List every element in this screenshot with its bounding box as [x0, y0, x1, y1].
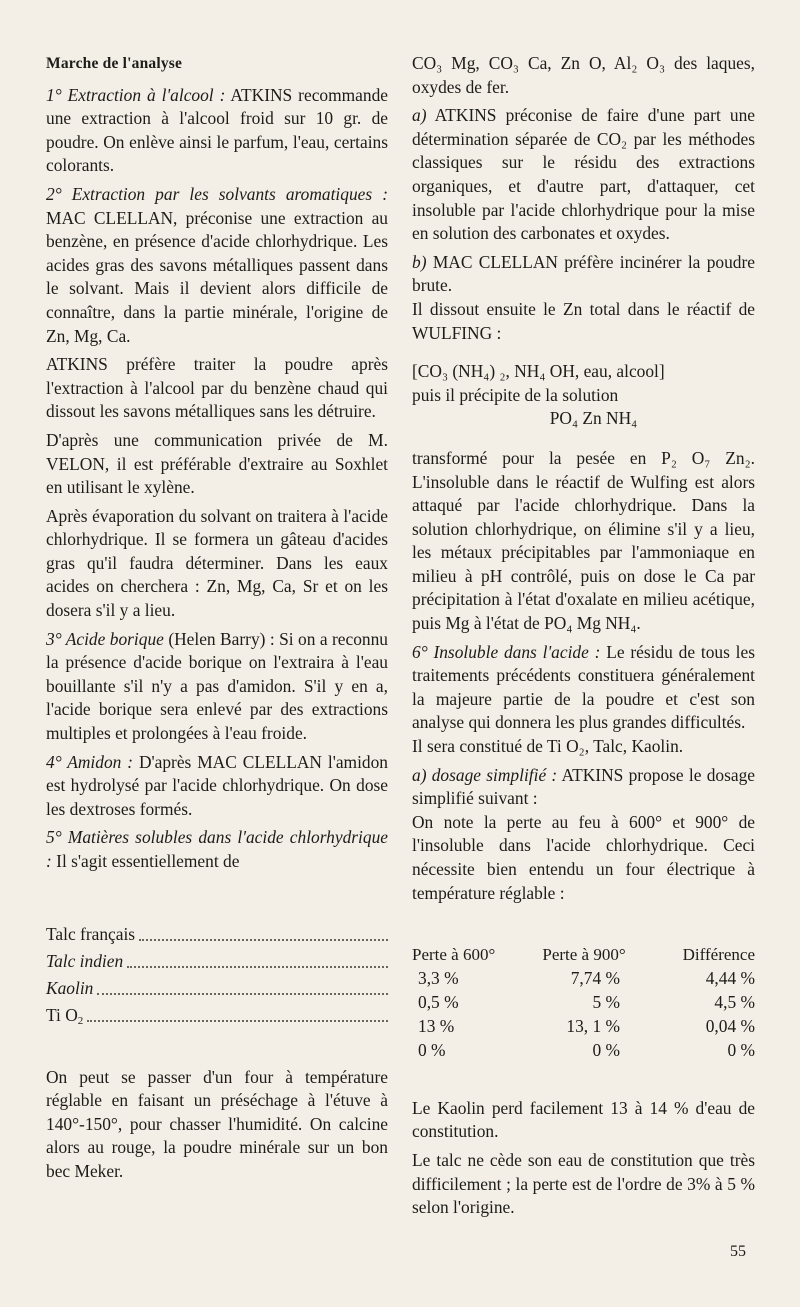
paragraph-wulfing: Il dissout ensuite le Zn total dans le réactif de WULFING : [412, 298, 755, 343]
table-row [412, 1039, 755, 1063]
paragraph-constitution: Il sera constitué de Ti O₂, Talc, Kaolin. [412, 736, 684, 757]
table-cell: 13, 1 % [566, 1015, 620, 1036]
paragraph-amidon [46, 751, 388, 822]
list-item [46, 920, 388, 947]
paragraph-transforme: transformé pour la pesée en P₂ O₇ Zn₂. L'insoluble dans le réactif de Wulfing est alors attaqué par l'acide chlorhydrique. Dans la solution chlorhydrique, on élimine s'il y a lieu, les métaux précipitables par l'ammoniaque en milieu à pH contrôlé, puis on dose le Ca par précipitation à l'état d'oxalate en milieu acétique, puis Mg à l'état de PO₄ Mg NH₄. [412, 447, 755, 634]
table-row [412, 967, 755, 991]
paragraph-text: MAC CLELLAN préfère incinérer la poudre brute. [412, 251, 755, 296]
paragraph-text: Il s'agit essentiellement de [56, 851, 240, 871]
table-cell: 0 % [727, 1039, 755, 1060]
formula-reactif: [CO₃ (NH₄) ₂, NH₄ OH, eau, alcool] [412, 361, 665, 382]
paragraph-label: 4° Amidon : [46, 751, 134, 772]
list-item-name: Talc indien [46, 951, 124, 971]
paragraph-acide-borique [46, 628, 388, 746]
table-cell: 4,5 % [714, 991, 755, 1012]
paragraph-talc: Le talc ne cède son eau de constitution que très difficilement ; la perte est de l'ordre de 3% à 5 % selon l'origine. [412, 1149, 755, 1218]
paragraph-label: 2° Extraction par les solvants aromatiques : [46, 183, 388, 204]
table-cell: 7,74 % [570, 967, 620, 988]
paragraph-atkins-co2 [412, 104, 755, 246]
paragraph-dosage-simplifie [412, 764, 755, 811]
table-cell: 3,3 % [418, 967, 459, 988]
table-header [412, 943, 755, 967]
list-item-name: Kaolin [46, 978, 94, 998]
paragraph-solvants-aromatiques [46, 183, 388, 348]
paragraph-velon-soxhlet: D'après une communication privée de M. VELON, il est préférable d'extraire au Soxhlet en utilisant le xylène. [46, 429, 388, 498]
spacer [412, 350, 755, 360]
list-item-subscript: 2 [77, 1015, 84, 1027]
paragraph-label: 5° Matières solubles dans l'acide chlorhydrique : [46, 827, 388, 871]
dot-leader [87, 1020, 388, 1022]
list-item-formula: Ti O [46, 1005, 78, 1025]
paragraph-perte-au-feu: On note la perte au feu à 600° et 900° de l'insoluble dans l'acide chlorhydrique. Ceci nécessite bien entendu un four électrique à température réglable : [412, 811, 755, 903]
dot-leader [127, 966, 388, 968]
list-item-name [46, 1004, 87, 1028]
paragraph-label: 1° Extraction à l'alcool : [46, 84, 226, 105]
table-cell: 4,44 % [705, 967, 755, 988]
paragraph-insoluble [412, 641, 755, 735]
paragraph-label: 3° Acide borique [46, 628, 164, 649]
table-cell: 0,04 % [705, 1015, 755, 1036]
paragraph-label: a) dosage simplifié : [412, 764, 558, 785]
list-item [46, 947, 388, 974]
paragraph-atkins-benzene: ATKINS préfère traiter la poudre après l'extraction à l'alcool par du benzène chaud qui dissout les savons métalliques sans les détruire. [46, 354, 388, 422]
paragraph-text: Le résidu de tous les traitements précédents constituera généralement la majeure partie de la poudre et c'est son analyse qui donnera les plus grandes difficultés. [412, 641, 755, 733]
paragraph-precipite: puis il précipite de la solution [412, 384, 619, 405]
paragraph-label: a) [412, 105, 427, 126]
table-cell: 0,5 % [418, 991, 459, 1012]
table-header-cell: Perte à 900° [542, 945, 626, 965]
paragraph-text: D'après MAC CLELLAN l'amidon est hydrolysé par l'acide chlorhydrique. On dose les dextroses formés. [46, 751, 388, 819]
paragraph-evaporation: Après évaporation du solvant on traitera à l'acide chlorhydrique. Il se formera un gâteau d'acides gras qu'il faudra déterminer. Dans les eaux acides on cherchera : Zn, Mg, Ca, Sr et on les dosera s'il y a lieu. [46, 505, 388, 621]
paragraph-label: b) [412, 251, 427, 272]
paragraph-extraction-alcool [46, 84, 388, 178]
paragraph-label: 6° Insoluble dans l'acide : [412, 641, 601, 662]
table-header-cell: Perte à 600° [412, 945, 496, 965]
list-item [46, 974, 388, 1001]
table-cell: 13 % [418, 1015, 455, 1036]
dot-leader [97, 993, 388, 995]
paragraph-text: ATKINS recommande une extraction à l'alcool froid sur 10 gr. de poudre. On enlève ainsi le parfum, l'eau, certains colorants. [46, 84, 388, 176]
paragraph-four-temperature: On peut se passer d'un four à température réglable en faisant un préséchage à l'étuve à 140°-150°, pour chasser l'humidité. On calcine alors au rouge, la poudre minérale sur un bon bec Meker. [46, 1066, 388, 1181]
list-item [46, 1001, 388, 1028]
right-column [412, 52, 755, 1225]
table-cell: 0 % [418, 1039, 446, 1060]
table-header-cell: Différence [682, 945, 755, 965]
left-column [46, 52, 388, 1189]
page-number: 55 [730, 1243, 746, 1260]
paragraph-text: MAC CLELLAN, préconise une extraction au benzène, en présence d'acide chlorhydrique. Les acides gras des savons métalliques passent dans le solvant. Mais il devient alors difficile de connaître, dans la partie minérale, l'origine de Zn, Mg, Ca. [46, 207, 388, 346]
section-heading: Marche de l'analyse [46, 55, 183, 72]
paragraph-text: (Helen Barry) : Si on a reconnu la présence d'acide borique on l'extraira à l'eau bouillante s'il n'y a pas d'amidon. S'il y en a, l'acide borique sera enlevé par des extractions multiples et prolongées à l'eau froide. [46, 628, 389, 744]
formula-precipite: PO₄ Zn NH₄ [549, 408, 638, 429]
paragraph-carbonates: CO₃ Mg, CO₃ Ca, Zn O, Al₂ O₃ des laques, oxydes de fer. [412, 53, 755, 97]
list-item-name: Talc français [46, 924, 136, 944]
mineral-list [46, 920, 388, 1028]
spacer [412, 437, 755, 447]
paragraph-mac-clellan-incineration [412, 251, 755, 298]
paragraph-matieres-solubles [46, 826, 388, 873]
table-cell: 5 % [592, 991, 620, 1012]
table-row [412, 991, 755, 1015]
table-cell: 0 % [592, 1039, 620, 1060]
loss-percentage-table [412, 943, 755, 1063]
dot-leader [139, 939, 388, 941]
paragraph-text: ATKINS préconise de faire d'une part une détermination séparée de CO₂ par les méthodes classiques sur le résidu des extractions organiques, et d'autre part, d'attaquer, cet insoluble par l'acide chlorhydrique pour la mise en solution des carbonates et oxydes. [412, 105, 756, 244]
paragraph-kaolin: Le Kaolin perd facilement 13 à 14 % d'eau de constitution. [412, 1097, 755, 1142]
table-row [412, 1015, 755, 1039]
paragraph-text: ATKINS propose le dosage simplifié suivant : [412, 764, 755, 809]
